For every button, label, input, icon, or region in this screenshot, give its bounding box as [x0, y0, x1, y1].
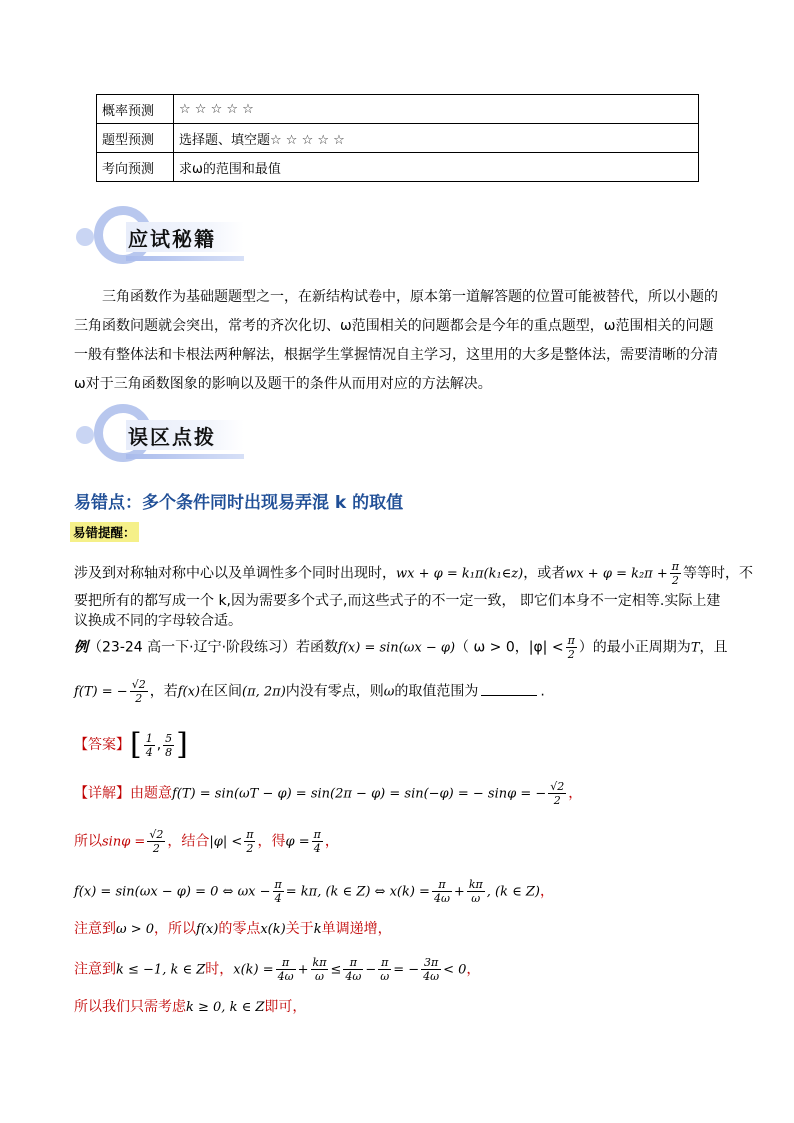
formula: x(k) =	[233, 962, 274, 978]
numerator: 5	[165, 731, 173, 745]
text: 所以我们只需考虑	[74, 999, 186, 1015]
section-title: 误区点拨	[128, 425, 216, 449]
detail-label: 【详解】	[74, 785, 130, 802]
fraction	[421, 956, 441, 983]
example-line-2	[74, 678, 545, 705]
detail-line-5	[74, 956, 480, 983]
text: 在区间	[200, 683, 242, 700]
text: 等等时，不	[683, 565, 753, 582]
denominator: 2	[152, 842, 160, 855]
banner-underline	[126, 256, 244, 261]
intro-paragraph: 三角函数作为基础题题型之一，在新结构试卷中，原本第一道解答题的位置可能被替代，所以小题的三角函数问题就会突出，常考的齐次化切、ω范围相关的问题都会是今年的重点题型，ω范围相关的问题一般有整体法和卡根法两种解法，根据学生掌握情况自主学习，这里用的大多是整体法，需要清晰的分清ω对于三角函数图象的影响以及题干的条件从而用对应的方法解决。	[74, 289, 718, 392]
fraction	[244, 828, 255, 855]
denominator: 4ω	[433, 892, 450, 905]
text: 单调递增，	[321, 921, 392, 937]
fraction	[276, 956, 296, 983]
table-row	[97, 95, 699, 124]
text: ，结合	[167, 833, 210, 850]
row-label: 概率预测	[97, 95, 174, 124]
text: 时，	[205, 961, 234, 978]
fraction	[670, 560, 681, 587]
fraction	[343, 956, 363, 983]
table-row	[97, 153, 699, 182]
text: ，	[568, 785, 583, 802]
section-banner	[76, 404, 246, 474]
formula: φ =	[285, 834, 310, 850]
numerator: 1	[145, 731, 153, 745]
numerator: π	[343, 956, 363, 970]
text: ，	[539, 883, 554, 900]
text: 注意到	[74, 921, 116, 937]
row-value: 求ω的范围和最值	[174, 153, 699, 182]
row-label: 题型预测	[97, 124, 174, 153]
numerator: kπ	[312, 956, 327, 969]
stars: ☆ ☆ ☆ ☆ ☆	[179, 101, 254, 117]
text: ，	[466, 961, 481, 978]
numerator: π	[246, 828, 254, 841]
numerator: π	[567, 634, 575, 647]
text: 的取值范围为	[394, 683, 479, 700]
row-label: 考向预测	[97, 153, 174, 182]
detail-line-2	[74, 828, 339, 855]
fraction	[312, 828, 323, 855]
denominator: ω	[380, 970, 390, 983]
bracket-left: [	[130, 727, 142, 762]
formula: f(x)	[177, 684, 200, 700]
detail-line-3	[74, 878, 554, 905]
text: ，所以	[154, 921, 197, 937]
answer-line	[74, 727, 188, 762]
fraction	[147, 828, 165, 855]
denominator: ω	[471, 892, 481, 905]
trap-heading: 易错点：多个条件同时出现易弄混 k 的取值	[74, 493, 404, 513]
text: 关于	[285, 921, 314, 937]
formula: f(x)	[196, 922, 219, 937]
formula: (π, 2π)	[242, 684, 286, 700]
denominator: 4	[313, 842, 321, 855]
text: 注意到	[74, 961, 116, 978]
fraction	[467, 878, 485, 905]
section-banner	[76, 206, 246, 276]
formula: k	[313, 922, 322, 937]
fraction	[566, 634, 577, 661]
formula: , (k ∈ Z)	[486, 884, 540, 900]
example-line-1	[74, 634, 727, 661]
numerator: π	[274, 878, 282, 891]
numerator: √2	[149, 828, 164, 841]
text: ，得	[257, 833, 286, 850]
fraction	[311, 956, 329, 983]
numerator: √2	[550, 780, 565, 793]
text: 由题意	[130, 785, 172, 802]
comma: ,	[156, 737, 162, 753]
text: 的零点	[218, 921, 261, 937]
tip-line-3: 议换成不同的字母较合适。	[74, 613, 242, 629]
stars: ☆ ☆ ☆ ☆ ☆	[270, 132, 345, 148]
formula: f(x) = sin(ωx − φ) = 0 ⇔ ωx −	[74, 884, 271, 900]
numerator: 3π	[421, 956, 441, 970]
formula: ω > 0	[116, 922, 155, 937]
numerator: √2	[131, 678, 146, 691]
table-row	[97, 124, 699, 153]
formula: f(T) = sin(ωT − φ) = sin(2π − φ) = sin(−φ) = − sinφ = −	[172, 786, 547, 802]
detail-line-1	[74, 780, 582, 807]
numerator: π	[378, 956, 391, 970]
denominator: 2	[246, 842, 254, 855]
fraction	[130, 678, 148, 705]
denominator: 2	[553, 794, 561, 807]
tip-label: 易错提醒：	[70, 522, 139, 542]
numerator: π	[432, 878, 452, 892]
fraction	[273, 878, 284, 905]
fraction	[163, 732, 174, 759]
formula: T	[690, 640, 700, 656]
denominator: 2	[567, 648, 575, 661]
banner-dot	[76, 426, 94, 444]
numerator: π	[313, 828, 321, 841]
numerator: π	[276, 956, 296, 970]
denominator: 2	[135, 692, 143, 705]
denominator: 4	[145, 745, 153, 759]
fraction	[432, 878, 452, 905]
denominator: 8	[165, 745, 173, 759]
denominator: 4	[274, 892, 282, 905]
formula: = −	[393, 962, 420, 978]
text: ，	[324, 833, 339, 850]
text: ，若	[149, 683, 178, 700]
formula: x(k)	[260, 922, 286, 937]
formula: < 0	[443, 962, 467, 978]
formula: wx + φ = k₂π +	[565, 566, 668, 582]
bracket-right: ]	[176, 727, 188, 762]
formula: +	[453, 884, 465, 900]
formula: k ≤ −1, k ∈ Z	[116, 962, 206, 978]
formula: +	[297, 962, 309, 978]
example-source: （23-24 高一下·辽宁·阶段练习）若函数	[88, 639, 339, 656]
row-value	[174, 124, 699, 153]
banner-underline	[126, 454, 244, 459]
text: 即可，	[264, 999, 307, 1015]
denominator: 2	[671, 574, 679, 587]
text: ）的最小正周期为	[578, 639, 691, 656]
fraction	[378, 956, 391, 983]
numerator: kπ	[468, 878, 483, 891]
banner-dot	[76, 228, 94, 246]
numerator: π	[671, 560, 679, 573]
fraction	[548, 780, 566, 807]
denominator: 4ω	[345, 970, 362, 983]
formula: ≤	[330, 962, 342, 978]
text: （ ω > 0，|φ| <	[455, 639, 564, 656]
answer-label: 【答案】	[74, 737, 130, 753]
tip-line-1	[74, 560, 753, 587]
denominator: 4ω	[277, 970, 294, 983]
formula: f(T) = −	[74, 684, 128, 700]
answer-blank	[481, 695, 537, 696]
row-value-text: 选择题、填空题	[179, 132, 271, 148]
text: 所以	[74, 833, 102, 850]
formula: k ≥ 0, k ∈ Z	[186, 1000, 265, 1015]
forecast-table	[96, 94, 699, 182]
detail-line-6	[74, 996, 306, 1016]
denominator: 4ω	[423, 970, 440, 983]
formula: = kπ, (k ∈ Z) ⇔ x(k) =	[285, 884, 430, 900]
detail-line-4	[74, 918, 392, 938]
text: .	[540, 683, 545, 700]
formula: |φ| <	[209, 834, 243, 850]
row-value	[174, 95, 699, 124]
text: ，或者	[523, 565, 566, 582]
example-prefix: 例	[74, 639, 88, 656]
text: 涉及到对称轴对称中心以及单调性多个同时出现时，	[74, 565, 396, 582]
text: ，且	[699, 639, 728, 656]
tip-line-2: 要把所有的都写成一个 k,因为需要多个式子,而这些式子的不一定一致， 即它们本身不一定相等.实际上建	[74, 593, 721, 609]
formula: sinφ =	[102, 834, 146, 850]
section-title: 应试秘籍	[128, 227, 216, 251]
denominator: ω	[314, 970, 324, 983]
formula: ω	[383, 684, 395, 700]
formula: f(x) = sin(ωx − φ)	[338, 640, 456, 656]
formula: wx + φ = k₁π(k₁∈z)	[396, 566, 524, 582]
fraction	[144, 732, 155, 759]
text: 内没有零点，则	[285, 683, 384, 700]
formula: −	[365, 962, 377, 978]
